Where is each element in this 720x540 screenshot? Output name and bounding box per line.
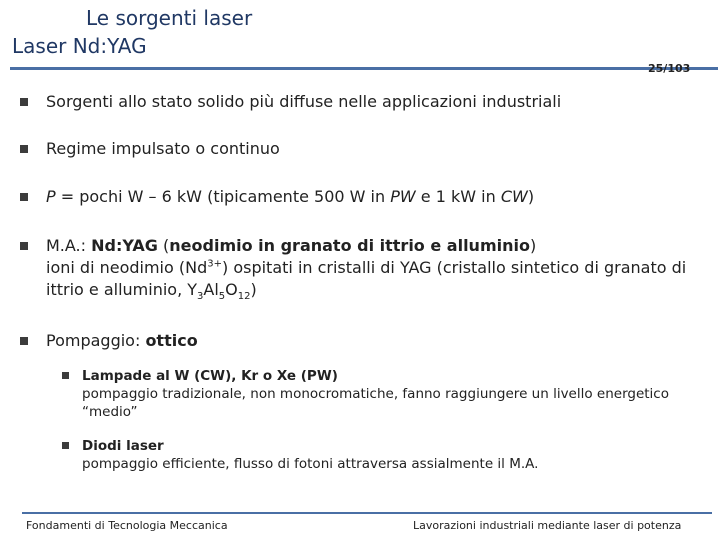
power-mid-text: e 1 kW in [415, 187, 501, 206]
ions-text-a: ioni di neodimio (Nd [46, 258, 208, 277]
formula-text-a: ittrio e alluminio, Y [46, 280, 198, 299]
paren-close: ) [529, 236, 537, 255]
ma-description: neodimio in granato di ittrio e alluminio [169, 236, 530, 255]
subbullet-square-icon [62, 372, 69, 379]
pumping-type: ottico [145, 331, 198, 350]
subbullet-text [82, 367, 712, 421]
formula-o: O [225, 280, 238, 299]
charge-superscript: 3+ [207, 258, 222, 270]
cw-abbr: CW [500, 187, 528, 206]
bullet-text: Regime impulsato o continuo [46, 139, 280, 158]
bullet-square-icon [20, 193, 28, 201]
paren-open: ( [157, 236, 170, 255]
pumping-prefix: Pompaggio: [46, 331, 146, 350]
bullet-square-icon [20, 242, 28, 250]
formula-sub-y: 3 [197, 291, 204, 303]
power-range-text: = pochi W – 6 kW (tipicamente 500 W in [55, 187, 391, 206]
subbullet-square-icon [62, 442, 69, 449]
bullet-item [30, 91, 706, 113]
slide-title-line2: Laser Nd:YAG [12, 34, 147, 58]
bullet-text [46, 235, 720, 301]
formula-sub-al: 5 [218, 291, 226, 303]
subbullet-desc: pompaggio tradizionale, non monocromatiche, fanno raggiungere un livello energetico “medio” [82, 386, 669, 420]
bullet-text [46, 186, 720, 208]
formula-sub-o: 12 [237, 291, 251, 303]
bullet-item [30, 330, 706, 352]
bullet-item [30, 138, 706, 160]
subbullet-text [82, 437, 712, 473]
subbullet-title: Lampade al W (CW), Kr o Xe (PW) [82, 368, 338, 384]
subbullet-title: Diodi laser [82, 438, 164, 454]
footer-topic: Lavorazioni industriali mediante laser di potenza [413, 519, 682, 532]
formula-al: Al [203, 280, 219, 299]
bullet-square-icon [20, 145, 28, 153]
subbullet-desc: pompaggio efficiente, flusso di fotoni attraversa assialmente il M.A. [82, 456, 539, 472]
bullet-item [30, 186, 706, 208]
power-symbol: P [46, 187, 56, 206]
header-divider [10, 67, 718, 70]
pw-abbr: PW [390, 187, 416, 206]
slide-title-line1: Le sorgenti laser [86, 6, 253, 30]
bullet-text: Sorgenti allo stato solido più diffuse nelle applicazioni industriali [46, 92, 562, 111]
bullet-item [30, 235, 706, 301]
bullet-text [46, 330, 720, 352]
bullet-square-icon [20, 98, 28, 106]
power-end-text: ) [527, 187, 535, 206]
footer-divider [22, 512, 712, 514]
bullet-square-icon [20, 337, 28, 345]
subbullet-item [68, 367, 698, 421]
ma-name: Nd:YAG [91, 236, 158, 255]
footer-course: Fondamenti di Tecnologia Meccanica [26, 519, 228, 532]
page-number: 25/103 [648, 62, 691, 75]
subbullet-item [68, 437, 698, 473]
ions-text-b: ) ospitati in cristalli di YAG (cristallo sintetico di granato di [222, 258, 687, 277]
formula-end: ) [250, 280, 257, 299]
ma-prefix: M.A.: [46, 236, 92, 255]
